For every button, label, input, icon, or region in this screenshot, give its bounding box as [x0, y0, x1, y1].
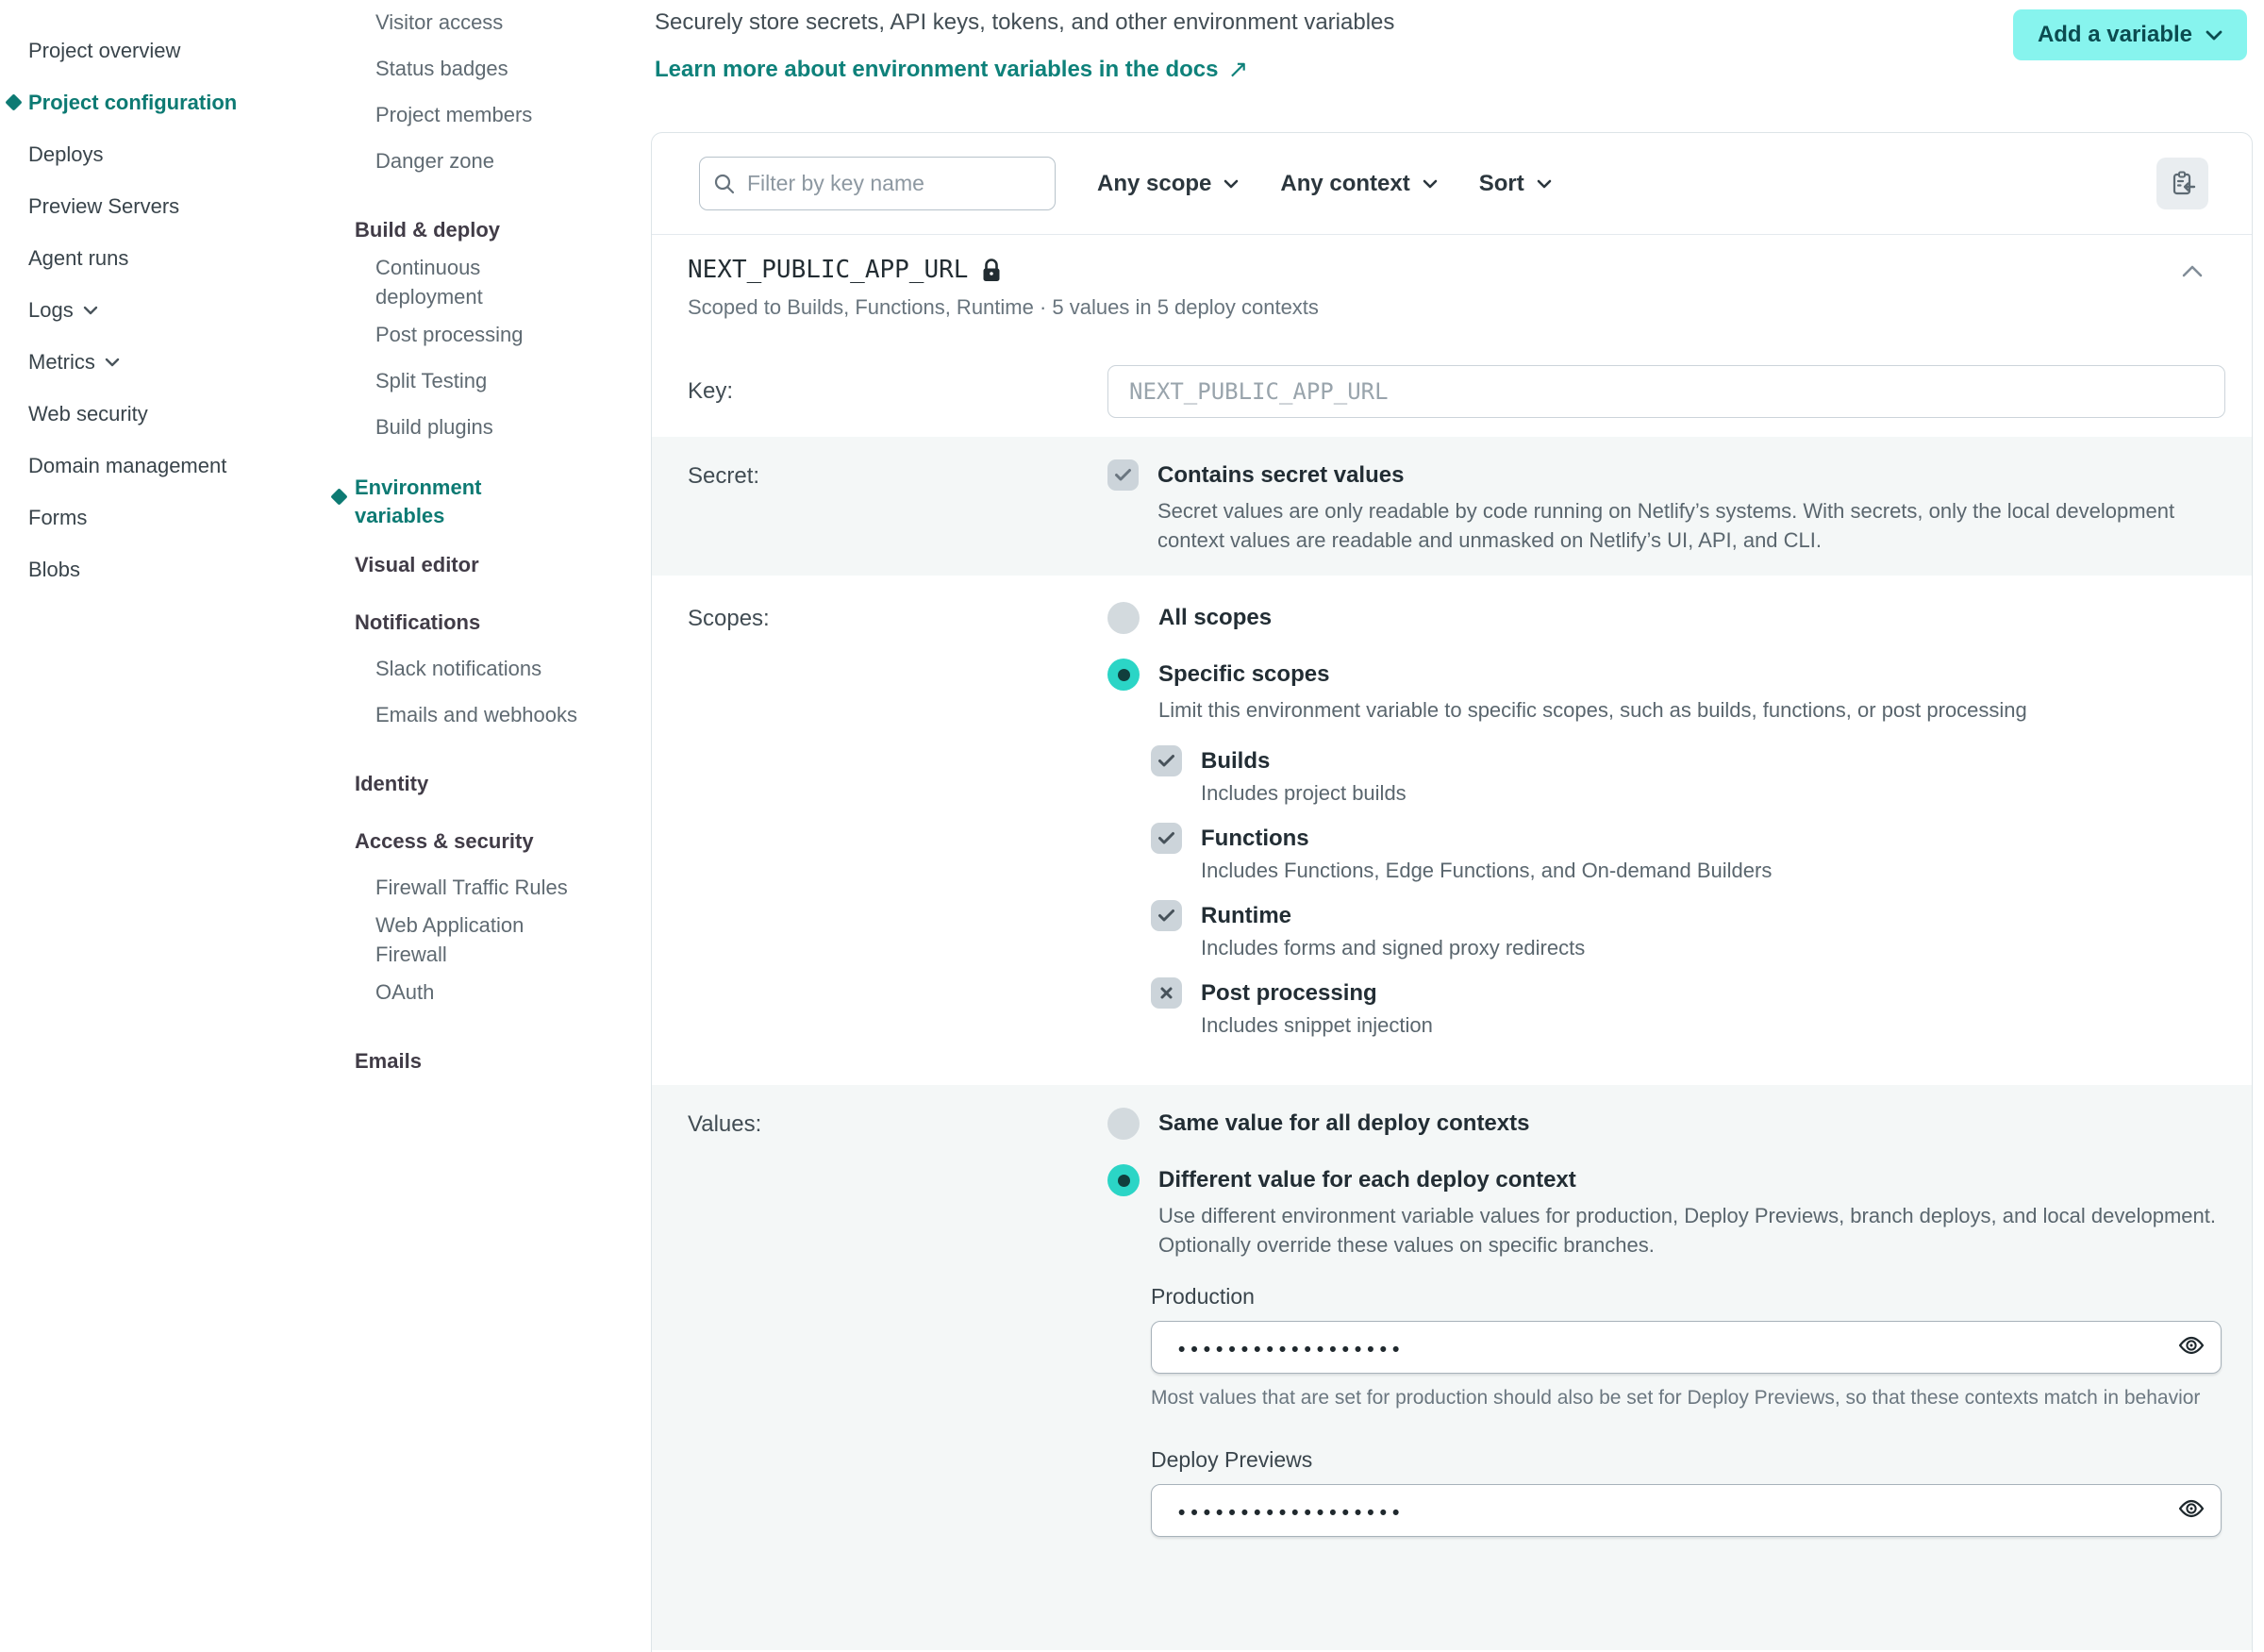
runtime-label: Runtime — [1201, 903, 1291, 928]
check-icon — [1157, 831, 1175, 845]
production-context-field — [1151, 1284, 2225, 1410]
sidebar-section-notifications — [349, 600, 653, 646]
add-variable-button[interactable] — [2013, 9, 2247, 60]
runtime-checkbox-checked[interactable] — [1151, 900, 1182, 931]
sidebar-item-label: Emails and webhooks — [375, 703, 578, 727]
secret-label: Secret: — [688, 463, 760, 489]
docs-link-label: Learn more about environment variables in the docs — [655, 56, 1219, 82]
scope-checkbox-list — [1151, 745, 2225, 1040]
all-scopes-label: All scopes — [1158, 605, 1273, 630]
filter-key-input[interactable] — [747, 171, 1041, 196]
sidebar-item-label: OAuth — [375, 979, 435, 1004]
deploy-previews-masked-value: •••••••••••••••••• — [1178, 1501, 1406, 1524]
sidebar-item-continuous-deployment[interactable] — [349, 254, 653, 312]
specific-scopes-radio-selected[interactable] — [1107, 659, 1140, 691]
sidebar-item-label: Blobs — [28, 557, 81, 581]
sidebar-item-slack-notifications[interactable] — [349, 646, 653, 693]
secret-field-row — [652, 437, 2252, 576]
add-variable-label: Add a variable — [2037, 22, 2192, 47]
functions-description: Includes Functions, Edge Functions, and On-demand Builders — [1201, 859, 1773, 882]
sidebar-section-label: Build & deploy — [355, 218, 500, 242]
sidebar-section-access-security — [349, 819, 653, 865]
sidebar-item-label: Project overview — [28, 38, 181, 62]
sidebar-item-post-processing[interactable] — [349, 312, 653, 359]
clipboard-import-icon — [2170, 171, 2196, 197]
lock-icon — [981, 258, 1002, 283]
production-masked-value: •••••••••••••••••• — [1178, 1338, 1406, 1360]
sidebar-item-label: Metrics — [28, 349, 95, 374]
collapse-variable-button[interactable] — [2182, 265, 2203, 280]
eye-icon — [2177, 1333, 2206, 1358]
context-filter-dropdown[interactable] — [1280, 171, 1437, 197]
sidebar-item-danger-zone[interactable] — [349, 139, 653, 185]
production-value-input[interactable] — [1151, 1321, 2222, 1374]
deploy-previews-value-input[interactable] — [1151, 1484, 2222, 1537]
sidebar-item-emails-and-webhooks[interactable] — [349, 693, 653, 739]
primary-sidebar — [0, 0, 349, 595]
variable-title-row — [688, 256, 2206, 284]
scope-filter-dropdown[interactable] — [1097, 171, 1239, 197]
values-field-row — [652, 1085, 2252, 1650]
sidebar-item-label: Preview Servers — [28, 193, 180, 218]
import-variables-button[interactable] — [2156, 158, 2208, 209]
sidebar-item-label: Logs — [28, 297, 74, 322]
specific-scopes-label: Specific scopes — [1158, 661, 1330, 687]
external-link-icon: ↗ — [1227, 55, 1249, 83]
sidebar-item-label: Build plugins — [375, 414, 493, 439]
sidebar-item-status-badges[interactable] — [349, 46, 653, 92]
sidebar-item-domain-management[interactable] — [28, 440, 349, 492]
sidebar-item-label: Visitor access — [375, 10, 504, 35]
chevron-down-icon — [1224, 179, 1239, 189]
variable-name: NEXT_PUBLIC_APP_URL — [688, 256, 969, 284]
sidebar-item-blobs[interactable] — [28, 543, 349, 595]
same-value-label: Same value for all deploy contexts — [1158, 1110, 1530, 1136]
sidebar-item-label: Split Testing — [375, 368, 488, 392]
functions-label: Functions — [1201, 826, 1309, 851]
key-label: Key: — [688, 378, 734, 404]
sidebar-item-label: Continuous deployment — [375, 256, 483, 309]
search-icon — [713, 173, 736, 195]
sidebar-item-label: Post processing — [375, 322, 524, 346]
production-reveal-button[interactable] — [2177, 1333, 2206, 1360]
builds-checkbox-checked[interactable] — [1151, 745, 1182, 776]
sidebar-item-firewall-traffic-rules[interactable] — [349, 865, 653, 911]
specific-scopes-option — [1107, 659, 2225, 725]
key-field-row — [652, 337, 2252, 437]
same-value-radio-unselected[interactable] — [1107, 1108, 1140, 1140]
check-icon — [1157, 909, 1175, 923]
secondary-sidebar — [349, 0, 653, 1085]
sort-dropdown[interactable] — [1479, 171, 1552, 197]
sidebar-item-web-security[interactable] — [28, 388, 349, 440]
sidebar-section-emails — [349, 1039, 653, 1085]
scopes-field-row — [652, 576, 2252, 1085]
sidebar-item-oauth[interactable] — [349, 970, 653, 1016]
post-processing-label: Post processing — [1201, 980, 1377, 1006]
values-label: Values: — [688, 1111, 762, 1137]
scopes-label: Scopes: — [688, 606, 770, 631]
sidebar-item-project-overview[interactable] — [28, 25, 349, 76]
sidebar-item-label: Domain management — [28, 453, 227, 477]
page-description: Securely store secrets, API keys, tokens, and other environment variables — [655, 9, 1395, 35]
sidebar-item-visual-editor[interactable] — [349, 542, 653, 589]
sidebar-item-web-application-firewall[interactable] — [349, 911, 653, 970]
chevron-down-icon — [1423, 179, 1438, 189]
sidebar-item-label: Deploys — [28, 142, 104, 166]
production-label: Production — [1151, 1284, 1255, 1309]
chevron-up-icon — [2182, 265, 2203, 277]
runtime-description: Includes forms and signed proxy redirects — [1201, 936, 1586, 959]
sidebar-item-split-testing[interactable] — [349, 359, 653, 405]
environment-variables-card — [651, 132, 2253, 1652]
post-processing-description: Includes snippet injection — [1201, 1013, 1433, 1037]
sidebar-item-label: Web Application Firewall — [375, 913, 524, 966]
sidebar-section-label: Emails — [355, 1048, 422, 1073]
context-filter-label: Any context — [1280, 170, 1410, 196]
chevron-down-icon — [1537, 179, 1552, 189]
contains-secret-option — [1107, 459, 2225, 555]
sidebar-item-environment-variables[interactable] — [349, 474, 653, 532]
key-input[interactable] — [1107, 365, 2225, 418]
filter-search-box[interactable] — [699, 157, 1056, 210]
all-scopes-radio-unselected[interactable] — [1107, 602, 1140, 634]
sidebar-item-label: Environment variables — [355, 475, 482, 528]
radio-dot — [1118, 1175, 1130, 1187]
docs-link[interactable] — [655, 55, 1248, 84]
sidebar-item-forms[interactable] — [28, 492, 349, 543]
secret-checkbox-checked[interactable] — [1107, 459, 1139, 491]
functions-checkbox-checked[interactable] — [1151, 823, 1182, 854]
scope-filter-label: Any scope — [1097, 170, 1212, 196]
chevron-down-icon — [105, 358, 120, 367]
scope-option-post-processing — [1151, 977, 2225, 1040]
specific-scopes-description: Limit this environment variable to specific scopes, such as builds, functions, or post processing — [1158, 698, 2027, 722]
sidebar-item-label: Danger zone — [375, 149, 494, 174]
deploy-previews-label: Deploy Previews — [1151, 1447, 1313, 1472]
different-value-radio-selected[interactable] — [1107, 1164, 1140, 1196]
production-helper-text: Most values that are set for production should also be set for Deploy Previews, so that these contexts match in behavior — [1151, 1387, 2201, 1409]
sidebar-item-label: Visual editor — [355, 553, 479, 577]
builds-label: Builds — [1201, 748, 1271, 774]
sidebar-item-visitor-access[interactable] — [349, 0, 653, 46]
environment-variables-page — [651, 0, 2264, 1652]
different-value-label: Different value for each deploy context — [1158, 1167, 1576, 1193]
sidebar-item-build-plugins[interactable] — [349, 405, 653, 451]
sidebar-item-agent-runs[interactable] — [28, 232, 349, 284]
sort-label: Sort — [1478, 170, 1524, 196]
scope-option-runtime — [1151, 900, 2225, 962]
sidebar-item-deploys[interactable] — [28, 128, 349, 180]
sidebar-item-preview-servers[interactable] — [28, 180, 349, 232]
filter-toolbar — [652, 133, 2252, 235]
sidebar-item-label: Project configuration — [28, 90, 238, 114]
sidebar-section-build-deploy — [349, 208, 653, 254]
radio-dot — [1118, 669, 1130, 681]
deploy-previews-reveal-button[interactable] — [2177, 1496, 2206, 1524]
eye-icon — [2177, 1496, 2206, 1521]
same-value-option — [1107, 1108, 2225, 1140]
check-icon — [1114, 468, 1132, 482]
variable-header — [652, 235, 2252, 337]
sidebar-item-project-members[interactable] — [349, 92, 653, 139]
sidebar-item-label: Project members — [375, 103, 533, 127]
deploy-previews-context-field — [1151, 1447, 2225, 1537]
sidebar-section-label: Access & security — [355, 829, 534, 854]
sidebar-item-label: Web security — [28, 401, 148, 426]
scope-option-builds — [1151, 745, 2225, 808]
sidebar-item-label: Firewall Traffic Rules — [375, 876, 568, 900]
chevron-down-icon — [83, 306, 98, 315]
different-value-option — [1107, 1164, 2225, 1260]
secret-option-description: Secret values are only readable by code running on Netlify’s systems. With secrets, only the local development context values are readable and unmasked on Netlify’s UI, API, and CLI. — [1157, 499, 2175, 552]
sidebar-section-identity — [349, 761, 653, 808]
sidebar-item-metrics[interactable] — [28, 336, 349, 388]
builds-description: Includes project builds — [1201, 781, 1407, 805]
scope-option-functions — [1151, 823, 2225, 885]
sidebar-item-project-configuration[interactable] — [28, 76, 349, 128]
variable-scope-summary: Scoped to Builds, Functions, Runtime · 5 values in 5 deploy contexts — [688, 295, 1319, 319]
check-icon — [1157, 754, 1175, 768]
sidebar-item-label: Status badges — [375, 57, 508, 81]
all-scopes-option — [1107, 602, 2225, 634]
x-icon — [1159, 986, 1174, 1000]
sidebar-section-label: Notifications — [355, 610, 481, 635]
secret-option-label: Contains secret values — [1157, 462, 1405, 488]
sidebar-section-label: Identity — [355, 772, 429, 796]
different-value-description: Use different environment variable values for production, Deploy Previews, branch deploys, and local development. Optionally override these values on specific branches. — [1158, 1204, 2216, 1257]
chevron-down-icon — [2206, 30, 2222, 41]
sidebar-item-label: Forms — [28, 505, 88, 529]
context-value-fields — [1151, 1284, 2225, 1537]
sidebar-item-label: Slack notifications — [375, 657, 542, 681]
sidebar-item-label: Agent runs — [28, 245, 129, 270]
sidebar-item-logs[interactable] — [28, 284, 349, 336]
active-diamond-icon — [5, 93, 22, 110]
post-processing-checkbox-excluded[interactable] — [1151, 977, 1182, 1009]
